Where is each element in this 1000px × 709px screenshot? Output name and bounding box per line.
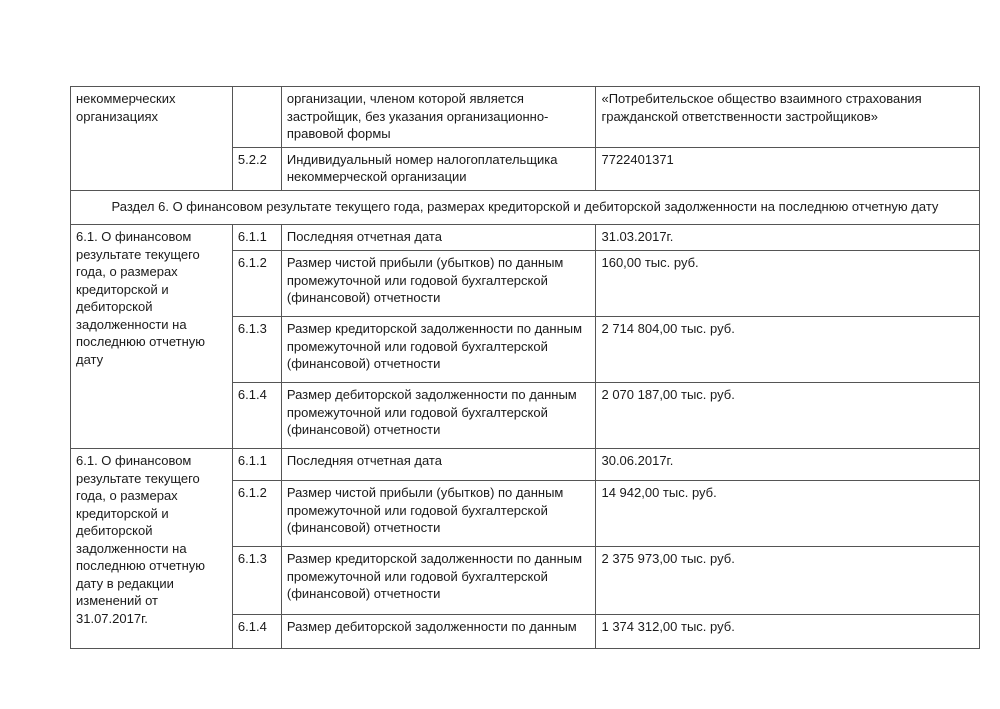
row-value: 1 374 312,00 тыс. руб. [596, 615, 980, 649]
row-value: 160,00 тыс. руб. [596, 251, 980, 317]
row-value: 7722401371 [596, 147, 980, 190]
table-row [71, 449, 980, 481]
table-row [71, 225, 980, 251]
group-title: 6.1. О финансовом результате текущего года, о размерах кредиторской и дебиторской задолженности на последнюю отчетную дату [71, 225, 233, 449]
row-label: Размер чистой прибыли (убытков) по данным промежуточной или годовой бухгалтерской (финансовой) отчетности [281, 251, 596, 317]
row-label: организации, членом которой является застройщик, без указания организационно-правовой формы [281, 87, 596, 148]
row-number: 6.1.2 [232, 251, 281, 317]
developer-info-table [70, 86, 980, 649]
row-number: 6.1.3 [232, 547, 281, 615]
row-number: 6.1.4 [232, 615, 281, 649]
row-value: 31.03.2017г. [596, 225, 980, 251]
row-label: Размер кредиторской задолженности по данным промежуточной или годовой бухгалтерской (финансовой) отчетности [281, 547, 596, 615]
group-title: 6.1. О финансовом результате текущего года, о размерах кредиторской и дебиторской задолженности на последнюю отчетную дату в редакции изменений от 31.07.2017г. [71, 449, 233, 649]
row-value: 2 070 187,00 тыс. руб. [596, 383, 980, 449]
row-number: 6.1.1 [232, 449, 281, 481]
row-label: Размер кредиторской задолженности по данным промежуточной или годовой бухгалтерской (финансовой) отчетности [281, 317, 596, 383]
group-title: некоммерческих организациях [71, 87, 233, 191]
row-number: 5.2.2 [232, 147, 281, 190]
row-label: Размер дебиторской задолженности по данным [281, 615, 596, 649]
row-value: 2 714 804,00 тыс. руб. [596, 317, 980, 383]
section-header-row [71, 190, 980, 225]
section-title: Раздел 6. О финансовом результате текущего года, размерах кредиторской и дебиторской задолженности на последнюю отчетную дату [71, 190, 980, 225]
row-label: Индивидуальный номер налогоплательщика некоммерческой организации [281, 147, 596, 190]
row-value: 30.06.2017г. [596, 449, 980, 481]
row-label: Размер чистой прибыли (убытков) по данным промежуточной или годовой бухгалтерской (финансовой) отчетности [281, 481, 596, 547]
row-value: 2 375 973,00 тыс. руб. [596, 547, 980, 615]
row-number: 6.1.3 [232, 317, 281, 383]
row-number: 6.1.4 [232, 383, 281, 449]
empty-cell [232, 87, 281, 148]
table-row [71, 87, 980, 148]
row-value: 14 942,00 тыс. руб. [596, 481, 980, 547]
row-label: Размер дебиторской задолженности по данным промежуточной или годовой бухгалтерской (финансовой) отчетности [281, 383, 596, 449]
row-label: Последняя отчетная дата [281, 449, 596, 481]
row-label: Последняя отчетная дата [281, 225, 596, 251]
row-value: «Потребительское общество взаимного страхования гражданской ответственности застройщиков» [596, 87, 980, 148]
row-number: 6.1.1 [232, 225, 281, 251]
row-number: 6.1.2 [232, 481, 281, 547]
